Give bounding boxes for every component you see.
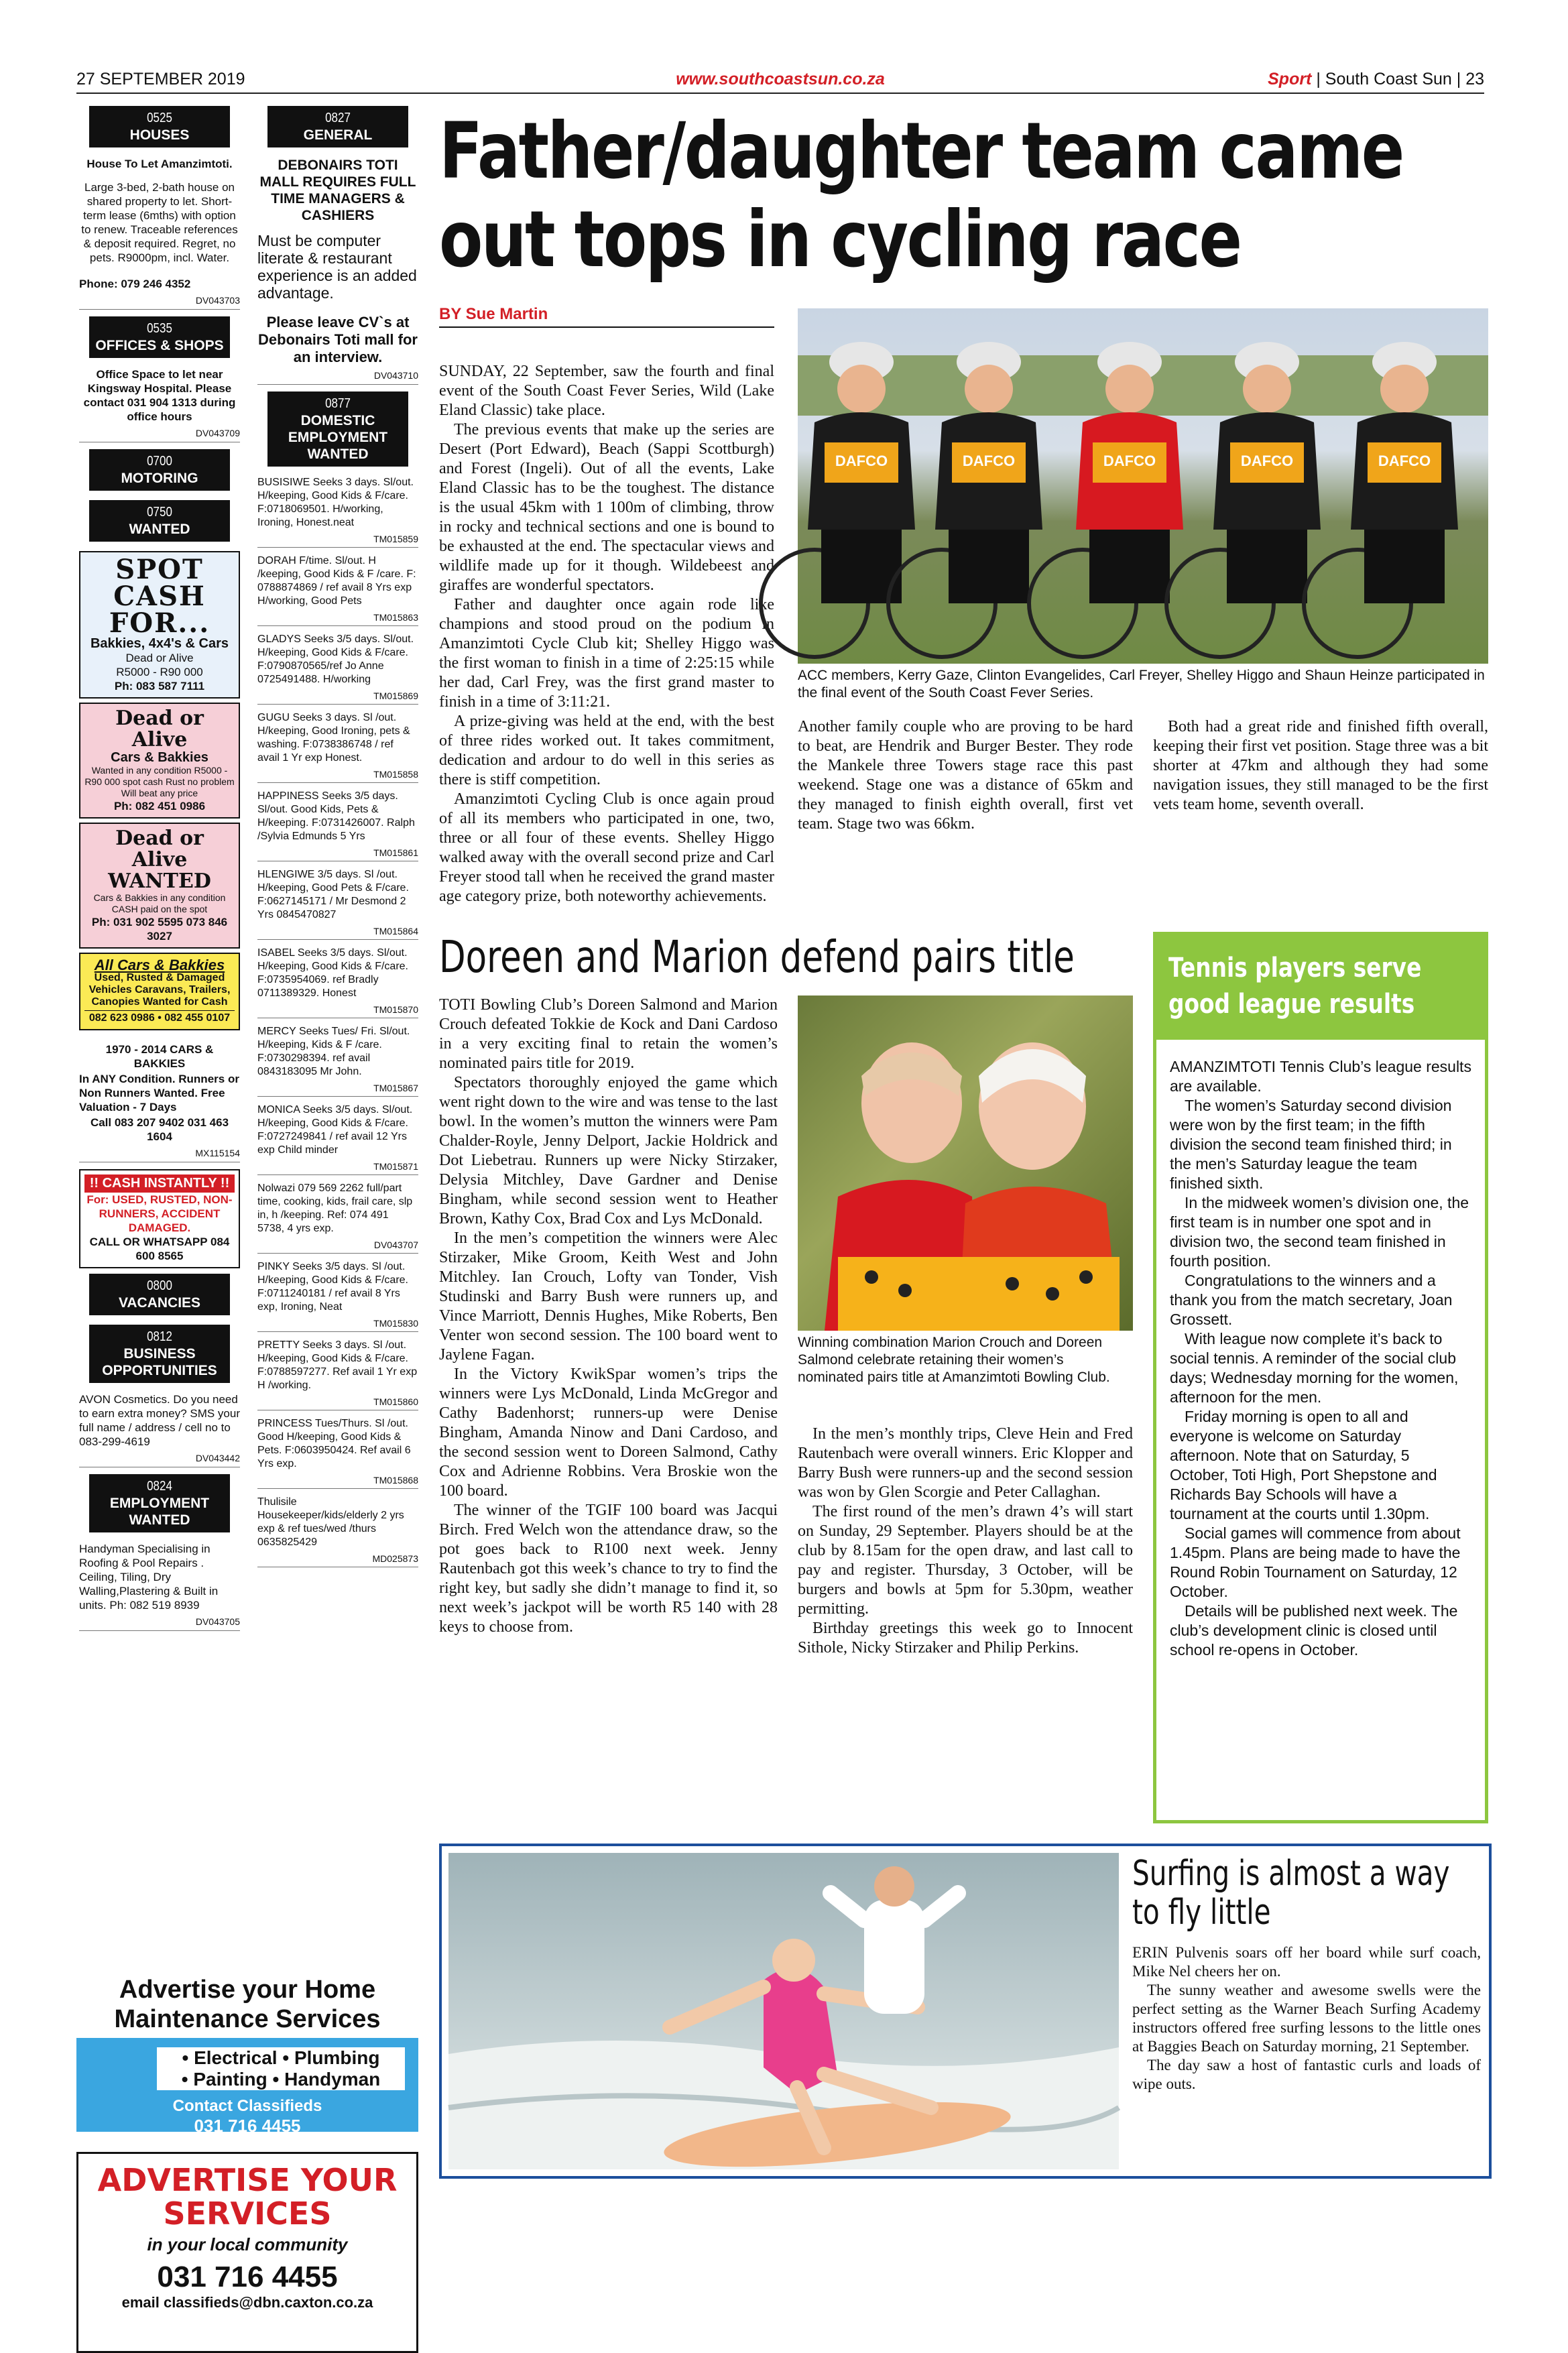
domestic-ad: ISABEL Seeks 3/5 days. Sl/out. H/keeping, Good Kids & F/care. F:0735954069. ref Bradly 0711389329. Honest TM015870 [257, 947, 418, 1018]
domestic-ad: HAPPINESS Seeks 3/5 days. Sl/out. Good Kids, Pets & H/keeping. F:0731426007. Ralph /Sylvia Edmunds 5 Yrs TM015861 [257, 790, 418, 861]
domestic-ad: BUSISIWE Seeks 3 days. Sl/out. H/keeping, Good Kids & F/care. F:0718069501. H/working, Ironing, Honest.neat TM015859 [257, 476, 418, 548]
cycling-column-3: Both had a great ride and finished fifth overall, keeping their first vet position. Stage three was a bit shorter at 47km and although they had some navigation issues, they still managed to be the first vets team home, seventh overall. [1153, 718, 1488, 813]
domestic-ad: GUGU Seeks 3 days. Sl /out. H/keeping, Good Ironing, pets & washing. F:0738386748 / ref avail 1 Yr exp Honest. TM015858 [257, 711, 418, 783]
ad-debonairs: DEBONAIRS TOTI MALL REQUIRES FULL TIME MANAGERS & CASHIERS Must be computer literate & restaurant experience is an added advantage. Please leave CV`s at Debonairs Toti mall for an interview. DV043710 [257, 157, 418, 385]
jersey-brand-text: DAFCO [962, 452, 1016, 469]
section-name: Sport [1268, 70, 1312, 88]
ad-office-space: Office Space to let near Kingsway Hospital. Please contact 031 904 1313 during office hours DV043709 [79, 367, 240, 442]
section-header-general: 0827 GENERAL [267, 106, 408, 147]
section-header-domestic: 0877 DOMESTIC EMPLOYMENT WANTED [267, 391, 408, 467]
jersey-brand-text: DAFCO [1378, 452, 1431, 469]
ad-all-cars: All Cars & Bakkies Used, Rusted & Damaged Vehicles Caravans, Trailers, Canopies Wanted for Cash 082 623 0986 • 082 455 0107 [79, 953, 240, 1030]
section-header-motoring: 0700 MOTORING [89, 449, 230, 491]
ad-cash-instantly: !! CASH INSTANTLY !! For: USED, RUSTED, NON-RUNNERS, ACCIDENT DAMAGED. CALL OR WHATSAPP 084 600 8565 [79, 1169, 240, 1268]
classifieds-column-1 [79, 101, 240, 1638]
ad-dead-or-alive-1: Dead or Alive Cars & Bakkies Wanted in any condition R5000 - R90 000 spot cash Rust no problem Will beat any price Ph: 082 451 0986 [79, 703, 240, 819]
cycling-photo-caption: ACC members, Kerry Gaze, Clinton Evangelides, Carl Freyer, Shelley Higgo and Shaun Heinze participated in the final event of the South Coast Fever Series. [798, 668, 1485, 701]
domestic-ad: MERCY Seeks Tues/ Fri. Sl/out. H/keeping, Kids & F /care. F:0730298394. ref avail 0843183095 Mr John. TM015867 [257, 1025, 418, 1097]
jersey-brand-text: DAFCO [1240, 452, 1294, 469]
section-header-business: 0812 BUSINESS OPPORTUNITIES [89, 1325, 230, 1383]
section-label [1268, 70, 1484, 89]
surf-headline: Surfing is almost a way to fly little [1132, 1854, 1450, 1933]
surf-body: ERIN Pulvenis soars off her board while surf coach, Mike Nel cheers her on. The sunny weather and awesome swells were the perfect setting as the Warner Beach Surfing Academy instructors offered free surfing lessons to the little ones at Baggies Beach on Saturday morning, 21 September. The day saw a host of fantastic curls and loads of wipe outs. [1132, 1944, 1481, 2092]
domestic-ad: MONICA Seeks 3/5 days. Sl/out. H/keeping, Good Kids & F/care. F:0727249841 / ref avail 12 Yrs exp Child minder TM015871 [257, 1103, 418, 1175]
classifieds-column-2 [257, 101, 418, 1574]
surf-photo-art [448, 1853, 1119, 2169]
ad-avon: AVON Cosmetics. Do you need to earn extra money? SMS your full name / address / cell no to 083-299-4619 DV043442 [79, 1392, 240, 1467]
domestic-ad: HLENGIWE 3/5 days. Sl /out. H/keeping, Good Pets & F/care. F:0627145171 / Mr Desmond 2 Yrs 0845470827 TM015864 [257, 868, 418, 940]
cycling-team-photo [798, 308, 1488, 664]
ad-handyman: Handyman Specialising in Roofing & Pool Repairs . Ceiling, Tiling, Dry Walling,Plastering & Built in units. Ph: 082 519 8939 DV043705 [79, 1542, 240, 1631]
bowls-photo-caption: Winning combination Marion Crouch and Doreen Salmond celebrate retaining their women’s nominated pairs title at Amanzimtoti Bowling Club. [798, 1335, 1110, 1385]
domestic-ad: GLADYS Seeks 3/5 days. Sl/out. H/keeping, Good Kids & F/care. F:0790870565/ref Jo Anne 0725491488. H/working TM015869 [257, 633, 418, 705]
jersey-brand-text: DAFCO [835, 452, 888, 469]
section-header-offices: 0535 OFFICES & SHOPS [89, 316, 230, 358]
bowls-headline: Doreen and Marion defend pairs title [439, 931, 1075, 983]
issue-date: 27 SEPTEMBER 2019 [76, 70, 245, 88]
masthead [76, 67, 1484, 94]
advert-your-services: ADVERTISE YOUR SERVICES in your local community 031 716 4455 email classifieds@dbn.caxton.co.za [76, 2152, 418, 2353]
section-header-vacancies: 0800 VACANCIES [89, 1274, 230, 1315]
ad-dead-or-alive-2: Dead or Alive WANTED Cars & Bakkies in any condition CASH paid on the spot Ph: 031 902 5595 073 846 3027 [79, 823, 240, 949]
ad-cars-1970: 1970 - 2014 CARS & BAKKIES In ANY Condition. Runners or Non Runners Wanted. Free Valuation - 7 Days Call 083 207 9402 031 463 1604 MX115154 [79, 1042, 240, 1162]
cycling-column-1: SUNDAY, 22 September, saw the fourth and final event of the South Coast Fever Series, Wild (Lake Eland Classic) take place. The previous events that make up the series are Desert (Port Edward), Beach (Sappi Scottburgh) and Forest (Ingeli). Out of all the events, Lake Eland Classic has to be the toughest. The distance is the usual 45km with 1 100m of climbing, throw in rocky and technical sections and one is bound to be exhausted at the end. The spectacular views and wildlife made up for it though. Wildebeest and giraffes are wonderful spectators. Father and daughter once again rode like champions and stood proud on the podium in Amanzimtoti Cycle Club kit; Shelley Higgo was the first woman to finish in a time of 2:25:15 while her dad, Carl Frey, was the first grand master to finish in a time of 3:11:21. A prize-giving was held at the end, with the best of three rides worked out. It takes commitment, dedication and ardour to do well in this series as there is stiff competition. Amanzimtoti Cycling Club is once again proud of all its members who participated in one, two, three or all four of these events. Shelley Higgo walked away with the overall second prize and Carl Freyer stood tall when he received the grand master age category prize, both noteworthy achievements. [439, 363, 774, 905]
tennis-headline: Tennis players serve good league results [1156, 935, 1485, 1040]
domestic-ads-list [257, 476, 418, 1567]
paper-page: | South Coast Sun | 23 [1311, 70, 1484, 88]
cycling-headline: Father/daughter team came out tops in cycling race [439, 106, 1403, 285]
jersey-brand-text: DAFCO [1103, 452, 1156, 469]
site-url[interactable]: www.southcoastsun.co.za [676, 70, 885, 88]
bowls-winners-photo [798, 996, 1133, 1331]
domestic-ad: DORAH F/time. Sl/out. H /keeping, Good Kids & F /care. F: 0788874869 / ref avail 8 Yrs exp H/working, Good Pets TM015863 [257, 554, 418, 626]
tennis-body: AMANZIMTOTI Tennis Club’s league results are available. The women’s Saturday second division were won by the first team; in the fifth division the second team finished third; in the men’s Saturday league the team finished sixth. In the midweek women’s division one, the first team is in number one spot and in division two, the second team finished in fourth position. Congratulations to the winners and a thank you from the match secretary, Joan Grossett. With league now complete it’s back to social tennis. A reminder of the social club days; Wednesday morning for the women, afternoon for the men. Friday morning is open to all and everyone is welcome on Saturday afternoon. Note that on Saturday, 5 October, Toti High, Port Shepstone and Richards Bay Schools will have a tournament at the courts until 1.30pm. Social games will commence from about 1.45pm. Plans are being made to have the Round Robin Tournament on Saturday, 12 October. Details will be published next week. The club’s development clinic is closed until school re-opens in October. [1170, 1058, 1471, 1658]
bowls-column-1: TOTI Bowling Club’s Doreen Salmond and Marion Crouch defeated Tokkie de Kock and Dani Cardoso in a very exciting final to retain the women’s nominated pairs title for 2019. Spectators thoroughly enjoyed the game which went right down to the wire and was tense to the last bowl. In the women’s mutton the winners were Pam Chalder-Royle, Jenny Delport, Jackie Holdrick and Dot Liebetrau. Runners up were Nicky Stirzaker, Delysia Mitchley, Dave Gardner and Denise Bingham, while second session went to Heather Brown, Kathy Cox, Brad Cox and Lys McDonald. In the men’s competition the winners were Alec Stirzaker, Mike Groom, Keith West and John Mitchley. Ian Crouch, Lofty van Tonder, Vish Studinski and Barry Bush were runners up, and Vince Marriott, Dennis Hughes, Mike Roberts, Ben Venter won second session. The 100 board went to Jaylene Fagan. In the Victory KwikSpar women’s trips the winners were Lys McDonald, Linda McGregor and Cathy Badenhorst; runners-up were Denise Bingham, Amanda Ninow and Dani Cardoso, and the second session went to Doreen Salmond, Cathy Cox and Adrienne Robbins. Vera Broskie won the 100 board. The winner of the TGIF 100 board was Jacqui Birch. Fred Welch won the attendance draw, so the pot goes back to R100 next week. Jenny Rautenbach got this week’s chance to try to find the right key, but sadly she didn’t manage to find it, so next week’s jackpot will be worth R5 140 with 28 keys to choose from. [439, 996, 778, 1636]
advert-home-maintenance: Advertise your Home Maintenance Services • Electrical • Plumbing • Painting • Handyman Contact Classifieds 031 716 4455 [76, 1971, 418, 2132]
section-header-employment: 0824 EMPLOYMENT WANTED [89, 1474, 230, 1532]
domestic-ad: PINKY Seeks 3/5 days. Sl /out. H/keeping, Good Kids & F/care. F:0711240181 / ref avail 8 Yrs exp, Ironing, Neat TM015830 [257, 1260, 418, 1332]
cycling-photo-art [798, 308, 1488, 664]
section-header-houses: 0525 HOUSES [89, 106, 230, 147]
ad-spot-cash: SPOT CASH FOR... Bakkies, 4x4's & Cars Dead or Alive R5000 - R90 000 Ph: 083 587 7111 [79, 551, 240, 699]
domestic-ad: Nolwazi 079 569 2262 full/part time, cooking, kids, frail care, slp in, h /keeping. Ref: 074 491 5738, 4 yrs exp. DV043707 [257, 1182, 418, 1254]
bowls-column-2: In the men’s monthly trips, Cleve Hein and Fred Rautenbach were overall winners. Eric Klopper and Barry Bush were runners-up and the second session was won by Glen Scorgie and Peter Callaghan. The first round of the men’s drawn 4’s will start on Sunday, 29 September. Players should be at the club by 8.15am for the open draw, and last call to pay and register. Thursday, 3 October, will be burgers and bowls at 5pm for 5.30pm, weather permitting. Birthday greetings this week go to Innocent Sithole, Nicky Stirzaker and Philip Perkins. [798, 1425, 1133, 1656]
domestic-ad: PRETTY Seeks 3 days. Sl /out. H/keeping, Good Kids & F/care. F:0788597277. Ref avail 1 Yr exp H /working. TM015860 [257, 1339, 418, 1410]
cycling-byline: BY Sue Martin [439, 305, 774, 328]
surf-article [439, 1844, 1492, 2179]
section-header-wanted: 0750 WANTED [89, 500, 230, 542]
domestic-ad: PRINCESS Tues/Thurs. Sl /out. Good H/keeping, Good Kids & Pets. F:0603950424. Ref avail 6 Yrs exp. TM015868 [257, 1417, 418, 1489]
tennis-article [1153, 932, 1488, 1823]
surf-photo [448, 1853, 1119, 2169]
domestic-ad: Thulisile Housekeeper/kids/elderly 2 yrs exp & ref tues/wed /thurs 0635825429 MD025873 [257, 1496, 418, 1567]
cycling-column-2: Another family couple who are proving to be hard to beat, are Hendrik and Burger Bester. They rode the Mankele three Towers stage race this past weekend. Stage one was a distance of 65km and they managed to finish eighth overall, first vet team. Stage two was 66km. [798, 718, 1133, 833]
bowls-photo-art [798, 996, 1133, 1331]
ad-house-to-let: House To Let Amanzimtoti. Large 3-bed, 2-bath house on shared property to let. Short-term lease (6mths) with option to renew. Traceable references & deposit required. Regret, no pets. R9000pm, incl. Water. Phone: 079 246 4352 DV043703 [79, 157, 240, 310]
